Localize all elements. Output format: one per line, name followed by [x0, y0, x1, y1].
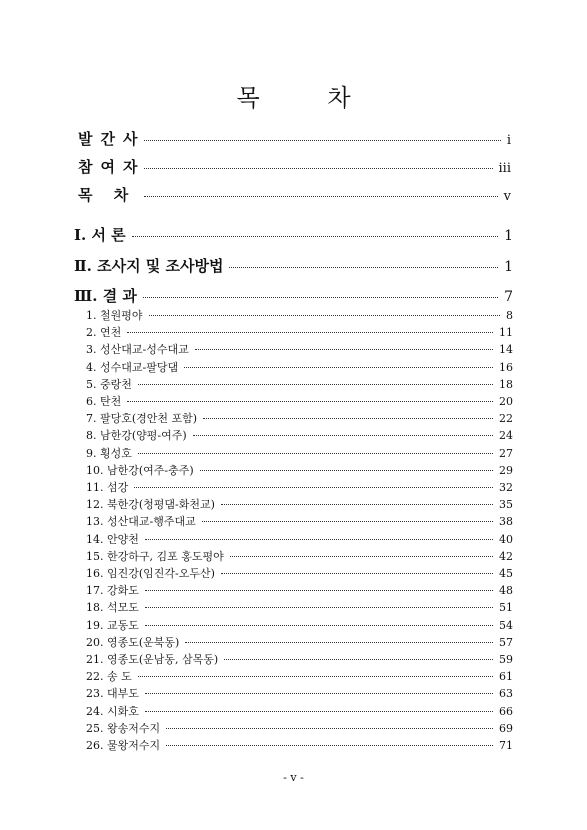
- dot-leader: [138, 676, 493, 677]
- toc-entry-page: 29: [499, 464, 513, 477]
- toc-entry-page: 38: [499, 515, 513, 528]
- toc-entry-label: 1. 철원평야: [86, 309, 143, 322]
- dot-leader: [166, 745, 493, 746]
- section-entry[interactable]: [0, 599, 587, 615]
- dot-leader: [193, 435, 493, 436]
- toc-entry-label: 25. 왕송저수지: [86, 722, 161, 735]
- toc-entry-label: 6. 탄천: [86, 395, 122, 408]
- toc-entry-page: 57: [499, 636, 513, 649]
- toc-entry-page: v: [503, 189, 511, 204]
- dot-leader: [138, 453, 493, 454]
- dot-leader: [143, 297, 498, 298]
- toc-entry-label: 목 차: [78, 186, 137, 204]
- toc-entry-label: 7. 팔당호(경안천 포함): [86, 412, 198, 425]
- dot-leader: [144, 140, 501, 141]
- toc-entry-label: 26. 물왕저수지: [86, 739, 161, 752]
- toc-entry-label: 4. 성수대교-팔당댐: [86, 361, 179, 374]
- section-entry[interactable]: [0, 445, 587, 461]
- section-entry[interactable]: [0, 513, 587, 529]
- dot-leader: [132, 236, 498, 237]
- toc-entry-label: Ⅲ. 결 과: [74, 287, 137, 305]
- page-title: 목 차: [236, 84, 381, 112]
- toc-entry-page: 8: [506, 309, 513, 322]
- section-entry[interactable]: [0, 565, 587, 581]
- toc-entry-label: 22. 송 도: [86, 670, 132, 683]
- toc-entry-page: 1: [504, 228, 513, 244]
- section-entry[interactable]: [0, 307, 587, 323]
- toc-entry-page: 18: [499, 378, 513, 391]
- toc-entry-page: 35: [499, 498, 513, 511]
- section-entry[interactable]: [0, 703, 587, 719]
- dot-leader: [203, 418, 493, 419]
- toc-entry-label: 8. 남한강(양평-여주): [86, 429, 187, 442]
- dot-leader: [221, 504, 493, 505]
- toc-entry-page: 24: [499, 429, 513, 442]
- section-entry[interactable]: [0, 496, 587, 512]
- toc-entry-label: Ⅰ. 서 론: [74, 226, 126, 244]
- toc-entry-page: i: [506, 133, 511, 148]
- toc-entry-page: 40: [499, 533, 513, 546]
- toc-entry-label: Ⅱ. 조사지 및 조사방법: [74, 257, 224, 275]
- dot-leader: [221, 573, 493, 574]
- toc-entry-label: 10. 남한강(여주-충주): [86, 464, 194, 477]
- toc-entry-page: 63: [499, 687, 513, 700]
- toc-entry-page: 59: [499, 653, 513, 666]
- toc-entry-page: 16: [499, 361, 513, 374]
- dot-leader: [144, 196, 498, 197]
- dot-leader: [145, 625, 493, 626]
- toc-entry-label: 21. 영종도(운남동, 삼목동): [86, 653, 219, 666]
- toc-entry-page: 42: [499, 550, 513, 563]
- toc-entry-label: 15. 한강하구, 김포 홍도평야: [86, 550, 224, 563]
- dot-leader: [184, 367, 493, 368]
- toc-entry-label: 17. 강화도: [86, 584, 139, 597]
- front-matter-entry[interactable]: [0, 128, 587, 149]
- toc-entry-page: 1: [504, 259, 513, 275]
- front-matter-entry[interactable]: [0, 184, 587, 205]
- dot-leader: [138, 384, 493, 385]
- toc-entry-label: 16. 임진강(임진각-오두산): [86, 567, 215, 580]
- dot-leader: [134, 487, 493, 488]
- dot-leader: [149, 315, 501, 316]
- dot-leader: [230, 556, 493, 557]
- section-entry[interactable]: [0, 668, 587, 684]
- dot-leader: [229, 267, 498, 268]
- section-entry[interactable]: [0, 359, 587, 375]
- dot-leader: [145, 607, 493, 608]
- toc-entry-label: 3. 성산대교-성수대교: [86, 343, 189, 356]
- toc-entry-page: 71: [499, 739, 513, 752]
- toc-entry-label: 참여자: [78, 158, 146, 176]
- section-entry[interactable]: [0, 582, 587, 598]
- section-entry[interactable]: [0, 479, 587, 495]
- section-entry[interactable]: [0, 531, 587, 547]
- section-entry[interactable]: [0, 376, 587, 392]
- toc-entry-page: 51: [499, 601, 513, 614]
- section-entry[interactable]: [0, 324, 587, 340]
- toc-entry-label: 5. 중랑천: [86, 378, 132, 391]
- toc-entry-page: 69: [499, 722, 513, 735]
- section-entry[interactable]: [0, 462, 587, 478]
- dot-leader: [224, 659, 493, 660]
- toc-entry-page: 66: [499, 705, 513, 718]
- dot-leader: [185, 642, 493, 643]
- chapter-entry[interactable]: [0, 224, 587, 245]
- toc-entry-label: 11. 섬강: [86, 481, 129, 494]
- dot-leader: [166, 728, 493, 729]
- front-matter-entry[interactable]: [0, 156, 587, 177]
- dot-leader: [144, 168, 493, 169]
- dot-leader: [127, 401, 493, 402]
- dot-leader: [145, 590, 493, 591]
- toc-entry-page: 22: [499, 412, 513, 425]
- section-entry[interactable]: [0, 720, 587, 736]
- dot-leader: [200, 470, 493, 471]
- toc-entry-page: 48: [499, 584, 513, 597]
- dot-leader: [145, 711, 493, 712]
- toc-entry-page: 20: [499, 395, 513, 408]
- toc-entry-page: 7: [504, 289, 513, 305]
- toc-entry-label: 24. 시화호: [86, 705, 139, 718]
- toc-entry-label: 19. 교동도: [86, 619, 139, 632]
- chapter-entry[interactable]: [0, 255, 587, 276]
- toc-entry-label: 13. 성산대교-행주대교: [86, 515, 196, 528]
- dot-leader: [202, 521, 493, 522]
- toc-entry-page: 61: [499, 670, 513, 683]
- toc-entry-label: 발간사: [78, 130, 146, 148]
- section-entry[interactable]: [0, 341, 587, 357]
- toc-entry-label: 18. 석모도: [86, 601, 139, 614]
- section-entry[interactable]: [0, 737, 587, 753]
- section-entry[interactable]: [0, 427, 587, 443]
- section-entry[interactable]: [0, 685, 587, 701]
- dot-leader: [145, 539, 493, 540]
- toc-entry-page: iii: [498, 161, 511, 176]
- toc-entry-label: 23. 대부도: [86, 687, 139, 700]
- section-entry[interactable]: [0, 634, 587, 650]
- chapter-entry[interactable]: [0, 285, 587, 306]
- section-entry[interactable]: [0, 410, 587, 426]
- toc-entry-page: 27: [499, 447, 513, 460]
- section-entry[interactable]: [0, 393, 587, 409]
- toc-entry-label: 9. 횡성호: [86, 447, 132, 460]
- dot-leader: [195, 349, 493, 350]
- dot-leader: [145, 693, 493, 694]
- toc-entry-label: 14. 안양천: [86, 533, 139, 546]
- toc-entry-label: 12. 북한강(청평댐-화천교): [86, 498, 215, 511]
- section-entry[interactable]: [0, 617, 587, 633]
- toc-entry-page: 45: [499, 567, 513, 580]
- toc-entry-page: 14: [499, 343, 513, 356]
- toc-entry-label: 2. 연천: [86, 326, 122, 339]
- toc-entry-page: 32: [499, 481, 513, 494]
- toc-entry-page: 54: [499, 619, 513, 632]
- toc-entry-label: 20. 영종도(운북동): [86, 636, 180, 649]
- dot-leader: [127, 332, 493, 333]
- section-entry[interactable]: [0, 548, 587, 564]
- toc-entry-page: 11: [499, 326, 513, 339]
- section-entry[interactable]: [0, 651, 587, 667]
- page-number-footer: - v -: [283, 771, 304, 784]
